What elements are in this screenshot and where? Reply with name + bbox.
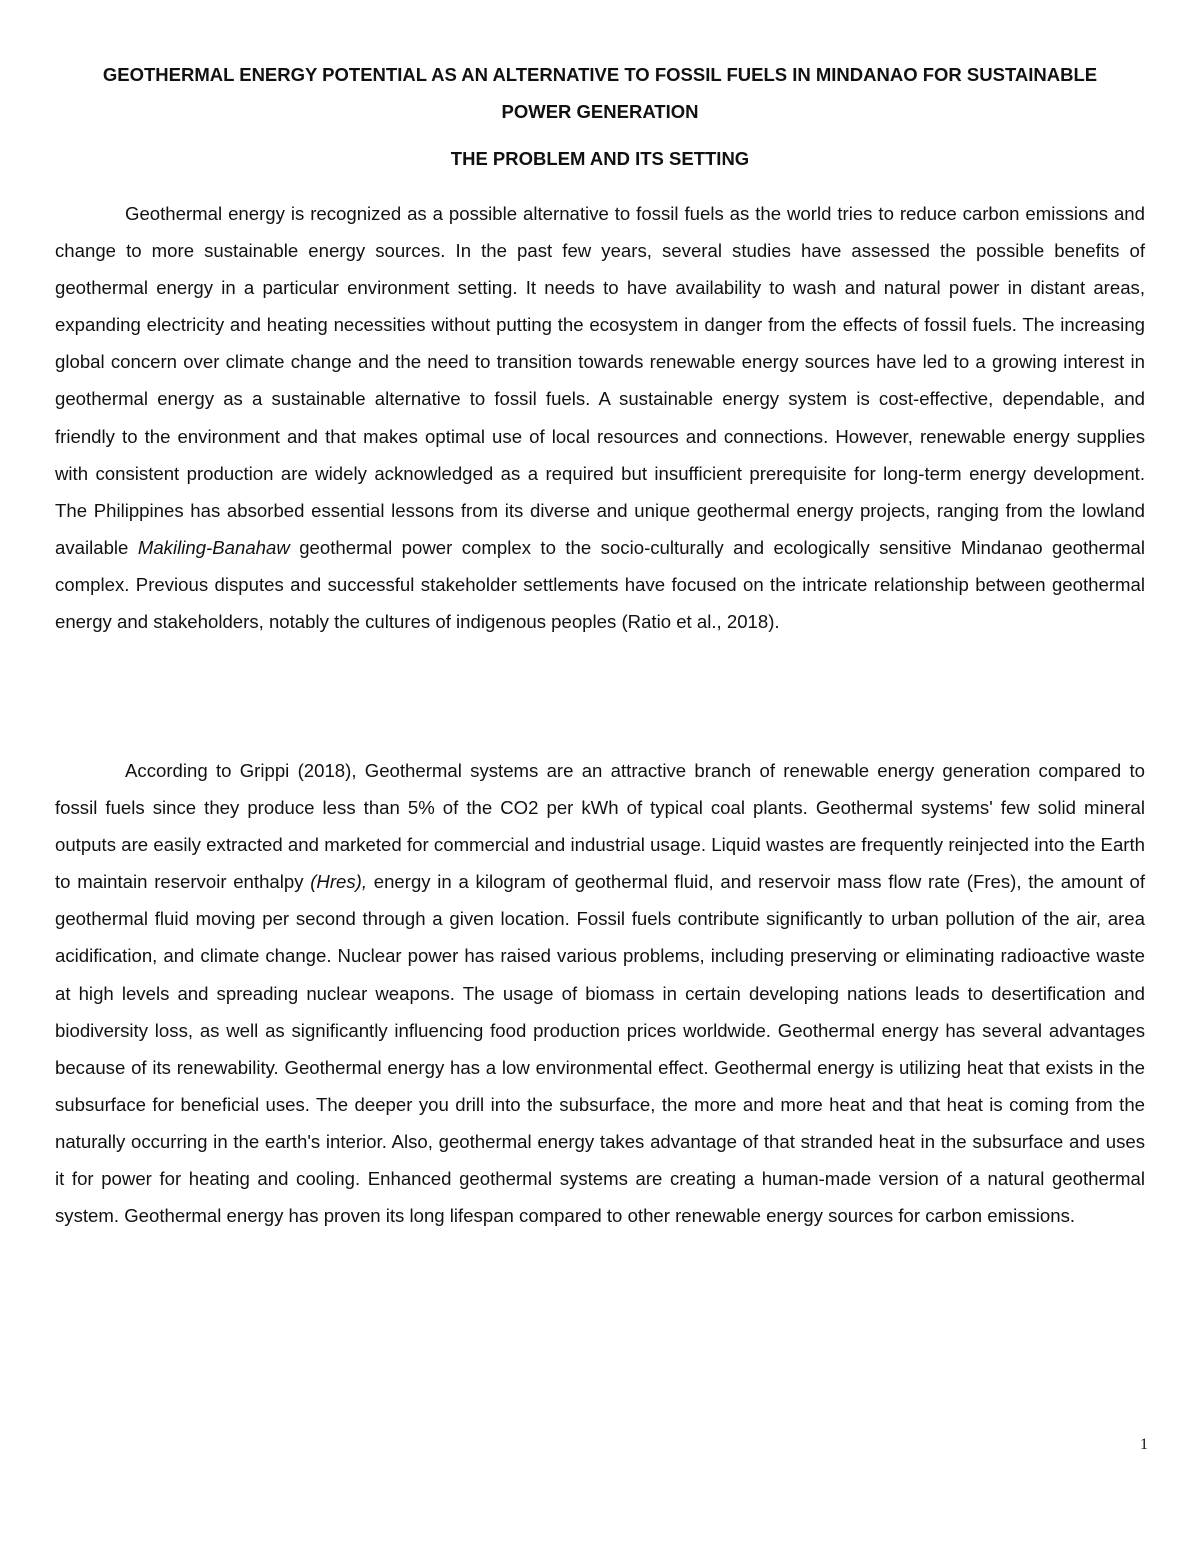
body-paragraph-2	[55, 752, 1145, 1234]
paragraph-2-text-end: energy in a kilogram of geothermal fluid, and reservoir mass flow rate (Fres), the amount of geothermal fluid moving per second through a given location. Fossil fuels contribute significantly to urban pollution of the air, area acidification, and climate change. Nuclear power has raised various problems, including preserving or eliminating radioactive waste at high levels and spreading nuclear weapons. The usage of biomass in certain developing nations leads to desertification and biodiversity loss, as well as significantly influencing food production prices worldwide. Geothermal energy has several advantages because of its renewability. Geothermal energy has a low environmental effect. Geothermal energy is utilizing heat that exists in the subsurface for beneficial uses. The deeper you drill into the subsurface, the more and more heat and that heat is coming from the naturally occurring in the earth's interior. Also, geothermal energy takes advantage of that stranded heat in the subsurface and uses it for power for heating and cooling. Enhanced geothermal systems are creating a human-made version of a natural geothermal system. Geothermal energy has proven its long lifespan compared to other renewable energy sources for carbon emissions.	[55, 871, 1146, 1227]
page-number: 1	[1140, 1436, 1148, 1453]
paragraph-1-text-start: Geothermal energy is recognized as a possible alternative to fossil fuels as the world tries to reduce carbon emissions and change to more sustainable energy sources. In the past few years, several studies have assessed the possible benefits of geothermal energy in a particular environment setting. It needs to have availability to wash and natural power in distant areas, expanding electricity and heating necessities without putting the ecosystem in danger from the effects of fossil fuels. The increasing global concern over climate change and the need to transition towards renewable energy sources have led to a growing interest in geothermal energy as a sustainable alternative to fossil fuels. A sustainable energy system is cost-effective, dependable, and friendly to the environment and that makes optimal use of local resources and connections. However, renewable energy supplies with consistent production are widely acknowledged as a required but insufficient prerequisite for long-term energy development. The Philippines has absorbed essential lessons from its diverse and unique geothermal energy projects, ranging from the lowland available	[55, 203, 1145, 558]
body-paragraph-1	[55, 195, 1145, 640]
paragraph-1-text-end: geothermal power complex to the socio-culturally and ecologically sensitive Mindanao geothermal complex. Previous disputes and successful stakeholder settlements have focused on the intricate relationship between geothermal energy and stakeholders, notably the cultures of indigenous peoples (Ratio et al., 2018).	[55, 536, 1145, 633]
document-title: GEOTHERMAL ENERGY POTENTIAL AS AN ALTERNATIVE TO FOSSIL FUELS IN MINDANAO FOR SUSTAINABLE POWER GENERATION	[102, 64, 1098, 122]
section-heading: THE PROBLEM AND ITS SETTING	[450, 148, 750, 169]
paragraph-1-italic-term: Makiling-Banahaw	[137, 536, 290, 558]
paragraph-2-text-start: According to Grippi (2018), Geothermal systems are an attractive branch of renewable energy generation compared to fossil fuels since they produce less than 5% of the CO2 per kWh of typical coal plants. Geothermal systems' few solid mineral outputs are easily extracted and marketed for commercial and industrial usage. Liquid wastes are frequently reinjected into the Earth to maintain reservoir enthalpy	[55, 760, 1145, 893]
paragraph-2-italic-term: (Hres),	[310, 871, 368, 893]
